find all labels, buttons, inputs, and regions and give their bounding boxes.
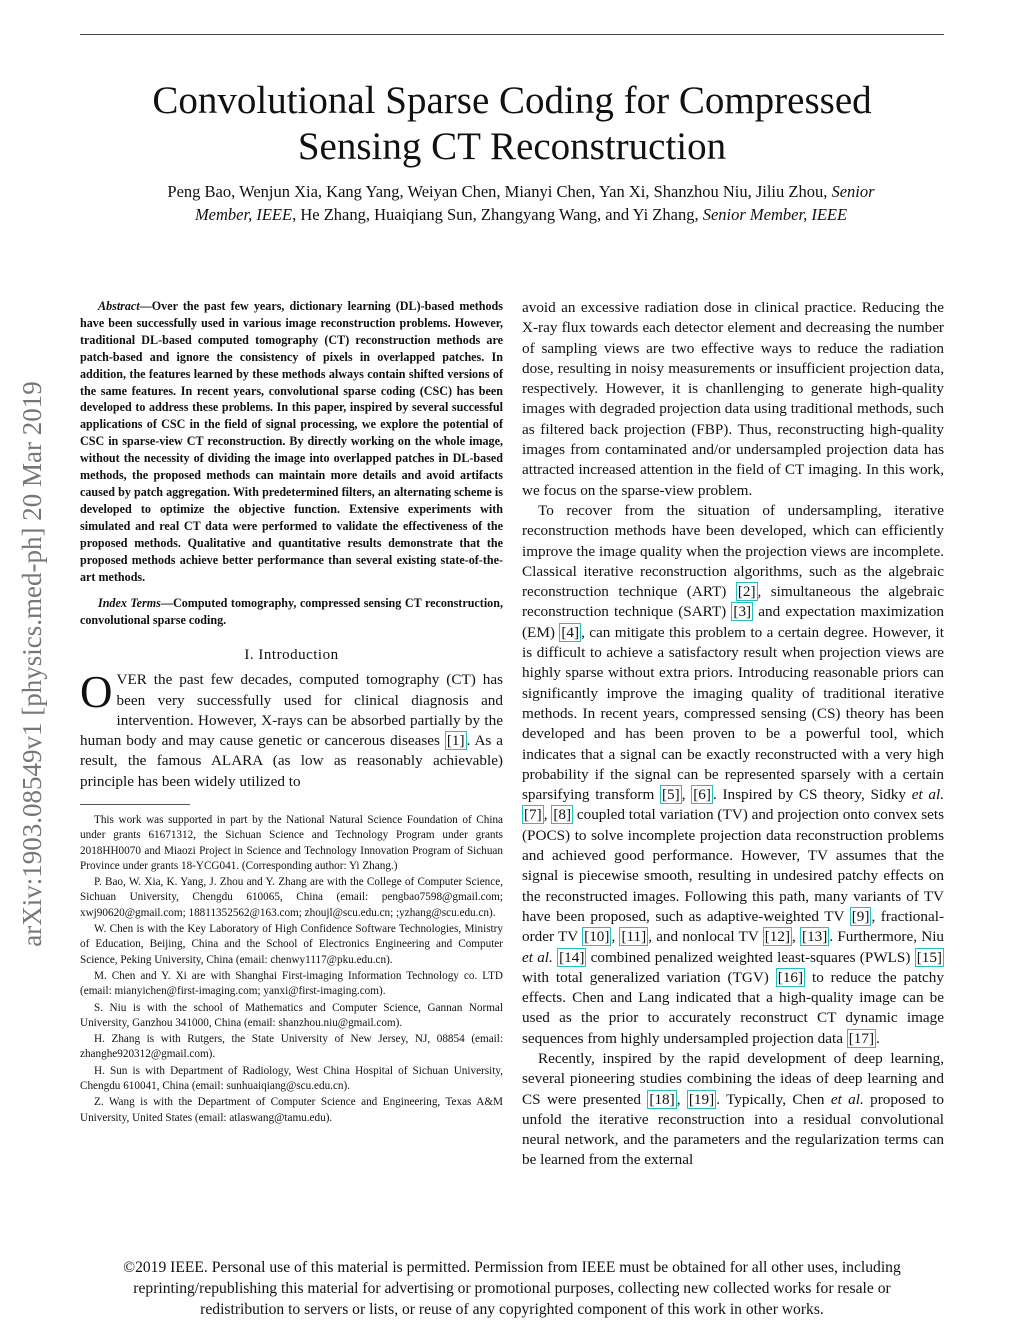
index-terms-text: —Computed tomography, compressed sensing CT reconstruction, convolutional sparse coding. — [80, 596, 503, 628]
citation-link[interactable]: [3] — [733, 603, 752, 621]
citation-link[interactable]: [17] — [848, 1029, 875, 1047]
authors-text: , He Zhang, Huaiqiang Sun, Zhangyang Wang, and Yi Zhang, — [292, 205, 703, 224]
body-text: combined penalized weighted least-squares (PWLS) — [586, 948, 915, 966]
paper-title — [80, 78, 944, 170]
footnote-affiliation: Z. Wang is with the Department of Computer Science and Engineering, Texas A&M University, United States (email: atlaswang@tamu.edu). — [80, 1096, 503, 1124]
footnote-affiliation: S. Niu is with the school of Mathematics and Computer Science, Gannan Normal University, Ganzhou 341000, China (email: shanzhou.niu@gmail.com). — [80, 1001, 503, 1029]
body-text: , simultaneous the algebraic reconstruction technique (SART) — [522, 583, 944, 621]
body-text: with total generalized variation (TGV) — [522, 968, 776, 986]
authors-line-1 — [96, 180, 946, 203]
copyright-line-2: reprinting/republishing this material for advertising or promotional purposes, collecting new collected works for resale or — [133, 1280, 891, 1297]
footnote-affiliation: W. Chen is with the Key Laboratory of High Confidence Software Technologies, Ministry of Education, Beijing, China and the School of Electronics Engineering and Computer Science, Peking University, China (email: chenwy1117@pku.edu.cn). — [80, 923, 503, 966]
index-terms — [80, 595, 503, 629]
body-text: , — [681, 786, 692, 804]
citation-link[interactable]: [15] — [916, 948, 942, 966]
body-text-italic: et al. — [830, 1090, 864, 1108]
author-list — [96, 180, 946, 226]
body-text: . — [876, 1029, 880, 1047]
section-heading-introduction: I. Introduction — [244, 647, 339, 664]
footnote-affiliation: M. Chen and Y. Xi are with Shanghai First-imaging Information Technology co. LTD (email: mianyichen@first-imaging.com; yanxi@first-imaging.com). — [80, 969, 503, 998]
body-text: proposed to unfold the iterative reconstruction into a residual convolutional neural network, and the parameters and the regularization terms can be learned from the external — [522, 1090, 945, 1169]
citation-link[interactable]: [9] — [851, 907, 870, 925]
abstract-label: Abstract — [98, 299, 140, 313]
citation-link[interactable]: [14] — [559, 948, 585, 966]
citation-link[interactable]: [7] — [524, 806, 542, 824]
citation-link[interactable]: [11] — [621, 928, 647, 946]
body-text: To recover from the situation of undersampling, iterative reconstruction methods have been developed, which can efficiently improve the image quality when the projection views are incomplete. Classical iterative reconstruction algorithms, such as the algebraic reconstruction technique (ART) — [522, 501, 944, 601]
citation-link[interactable]: [19] — [688, 1090, 715, 1108]
authors-membership: Senior Member, IEEE — [702, 205, 848, 224]
intro-paragraph — [80, 667, 503, 792]
body-text: and expectation maximization (EM) — [522, 603, 944, 641]
top-rule — [80, 34, 944, 35]
body-paragraph — [522, 1049, 944, 1171]
citation-link[interactable]: [2] — [737, 583, 756, 601]
footnote-affiliation: H. Sun is with Department of Radiology, West China Hospital of Sichuan University, Chengdu 610041, China (email: sunhuaiqiang@scu.edu.cn). — [80, 1064, 503, 1093]
body-text: . Furthermore, Niu — [829, 928, 945, 946]
citation-link[interactable]: [4] — [561, 623, 580, 641]
title-line-2: Sensing CT Reconstruction — [297, 125, 727, 168]
body-text: , — [792, 928, 801, 946]
citation-link[interactable]: [8] — [553, 806, 572, 824]
citation-link[interactable]: [12] — [764, 928, 791, 946]
citation-link[interactable]: [1] — [446, 732, 465, 750]
body-text: coupled total variation (TV) and projection onto convex sets (POCS) to solve incomplete projection data reconstruction problems and achieved good performance. However, TV assumes that the signal is piecewise smooth, resulting in undesired patchy effects on the reconstructed images. Following this path, many variants of TV have been proposed, such as adaptive-weighted TV — [522, 806, 944, 925]
citation-link[interactable]: [5] — [662, 786, 680, 804]
citation-link[interactable]: [6] — [693, 786, 711, 804]
body-text: to reduce the patchy effects. Chen and Lang indicated that a high-quality image can be used as the prior to accurately reconstruct CT dynamic image sequences from highly undersampled projection data — [522, 968, 944, 1047]
left-column — [80, 298, 503, 1127]
arxiv-identifier: arXiv:1903.08549v1 [physics.med-ph] 20 Mar 2019 — [17, 381, 47, 947]
citation-link[interactable]: [10] — [584, 928, 610, 946]
citation-link[interactable]: [13] — [802, 928, 828, 946]
intro-text: . As a result, the famous ALARA (as low as reasonably achievable) principle has been widely utilized to — [80, 732, 503, 790]
body-text-italic: et al. — [911, 786, 945, 804]
copyright-line-1: ©2019 IEEE. Personal use of this material is permitted. Permission from IEEE must be obtained for all other uses, including — [123, 1259, 901, 1276]
body-text: . Inspired by CS theory, Sidky — [712, 786, 912, 804]
intro-text: VER the past few decades, computed tomography (CT) has been very successfully used for clinical diagnosis and intervention. However, X-rays can be absorbed partially by the human body and may cause genetic or cancerous diseases — [80, 671, 503, 750]
abstract — [80, 298, 503, 585]
citation-link[interactable]: [18] — [649, 1090, 675, 1108]
title-line-1: Convolutional Sparse Coding for Compressed — [152, 79, 872, 122]
body-text: , — [543, 806, 552, 824]
drop-cap: O — [80, 667, 113, 718]
body-text: , — [611, 928, 620, 946]
authors-membership: Senior — [831, 182, 875, 201]
copyright-line-3: redistribution to servers or lists, or reuse of any copyrighted component of this work in other works. — [200, 1301, 824, 1318]
authors-membership: Member, IEEE — [194, 205, 293, 224]
footnote-rule — [80, 804, 190, 805]
right-column — [522, 298, 944, 1171]
body-paragraph — [522, 501, 944, 1049]
body-text: , fractional-order TV — [522, 907, 944, 946]
body-text: Recently, inspired by the rapid development of deep learning, several pioneering studies combining the ideas of deep learning and CS were presented — [522, 1049, 944, 1108]
footnote-affiliation: H. Zhang is with Rutgers, the State University of New Jersey, NJ, 08854 (email: zhanghe920312@gmail.com). — [80, 1033, 503, 1061]
body-text-italic: et al. — [522, 948, 553, 966]
abstract-text: —Over the past few years, dictionary learning (DL)-based methods have been successfully used in various image reconstruction problems. However, traditional DL-based computed tomography (CT) reconstruction methods are patch-based and ignore the consistency of pixels in overlapped patches. In addition, the features learned by these methods always contain shifted versions of the same features. In recent years, convolutional sparse coding (CSC) has been developed to address these problems. In this paper, inspired by several successful applications of CSC in the field of signal processing, we explore the potential of CSC in sparse-view CT reconstruction. By directly working on the whole image, without the necessity of dividing the image into overlapped patches in DL-based methods, the proposed methods can maintain more details and avoid artifacts caused by patch aggregation. With predetermined filters, an alternating scheme is developed to optimize the objective function. Extensive experiments with simulated and real CT data were performed to validate the effectiveness of the proposed methods. Qualitative and quantitative results demonstrate that the proposed methods achieve better performance than several existing state-of-the-art methods. — [80, 299, 503, 584]
authors-text: Peng Bao, Wenjun Xia, Kang Yang, Weiyan Chen, Mianyi Chen, Yan Xi, Shanzhou Niu, Jiliu Zhou, — [167, 182, 832, 201]
citation-link[interactable]: [16] — [777, 968, 804, 986]
footnote-affiliation: P. Bao, W. Xia, K. Yang, J. Zhou and Y. Zhang are with the College of Computer Science, Sichuan University, Chengdu 610065, China (email: pengbao7598@gmail.com; xwj90620@gmail.com; 18811352562@163.com; zhoujl@scu.edu.cn; ;yzhang@scu.edu.cn). — [80, 876, 503, 919]
body-text: , and nonlocal TV — [648, 928, 763, 946]
authors-line-2 — [96, 203, 946, 226]
index-terms-label: Index Terms — [98, 596, 161, 611]
footnote-funding: This work was supported in part by the National Natural Science Foundation of China under grants 61671312, the Sichuan Science and Technology Program under grants 2018HH0070 and Miaozi Project in Science and Technology Innovation Program of Sichuan Province under grants 18-YCG041. (Corresponding author: Yi Zhang.) — [80, 814, 503, 872]
body-text: . Typically, Chen — [716, 1090, 831, 1108]
body-paragraph: avoid an excessive radiation dose in clinical practice. Reducing the X-ray flux towards each detector element and decreasing the number of sampling views are two effective ways to reduce the radiation dose, resulting in noisy measurements or insufficient projection data, respectively. However, it is chanllenging to generate high-quality images with degraded projection data using traditional methods, such as filtered back projection (FBP). Thus, reconstructing high-quality images from contaminated and/or undersampled projection data has attracted increased attention in the field of CT imaging. In this work, we focus on the sparse-view problem. — [522, 299, 944, 499]
body-text: , — [676, 1090, 687, 1108]
copyright-notice — [80, 1257, 944, 1320]
body-text: , can mitigate this problem to a certain degree. However, it is difficult to achieve a satisfactory result when projection views are highly sparse without extra priors. Introducing reasonable priors can significantly improve the imaging quality of traditional iterative methods. In recent years, compressed sensing (CS) theory has been developed and has been proven to be a powerful tool, which indicates that a signal can be exactly reconstructed with a very high probability if the signal can be represented sparsely with a certain sparsifying transform — [522, 623, 944, 804]
